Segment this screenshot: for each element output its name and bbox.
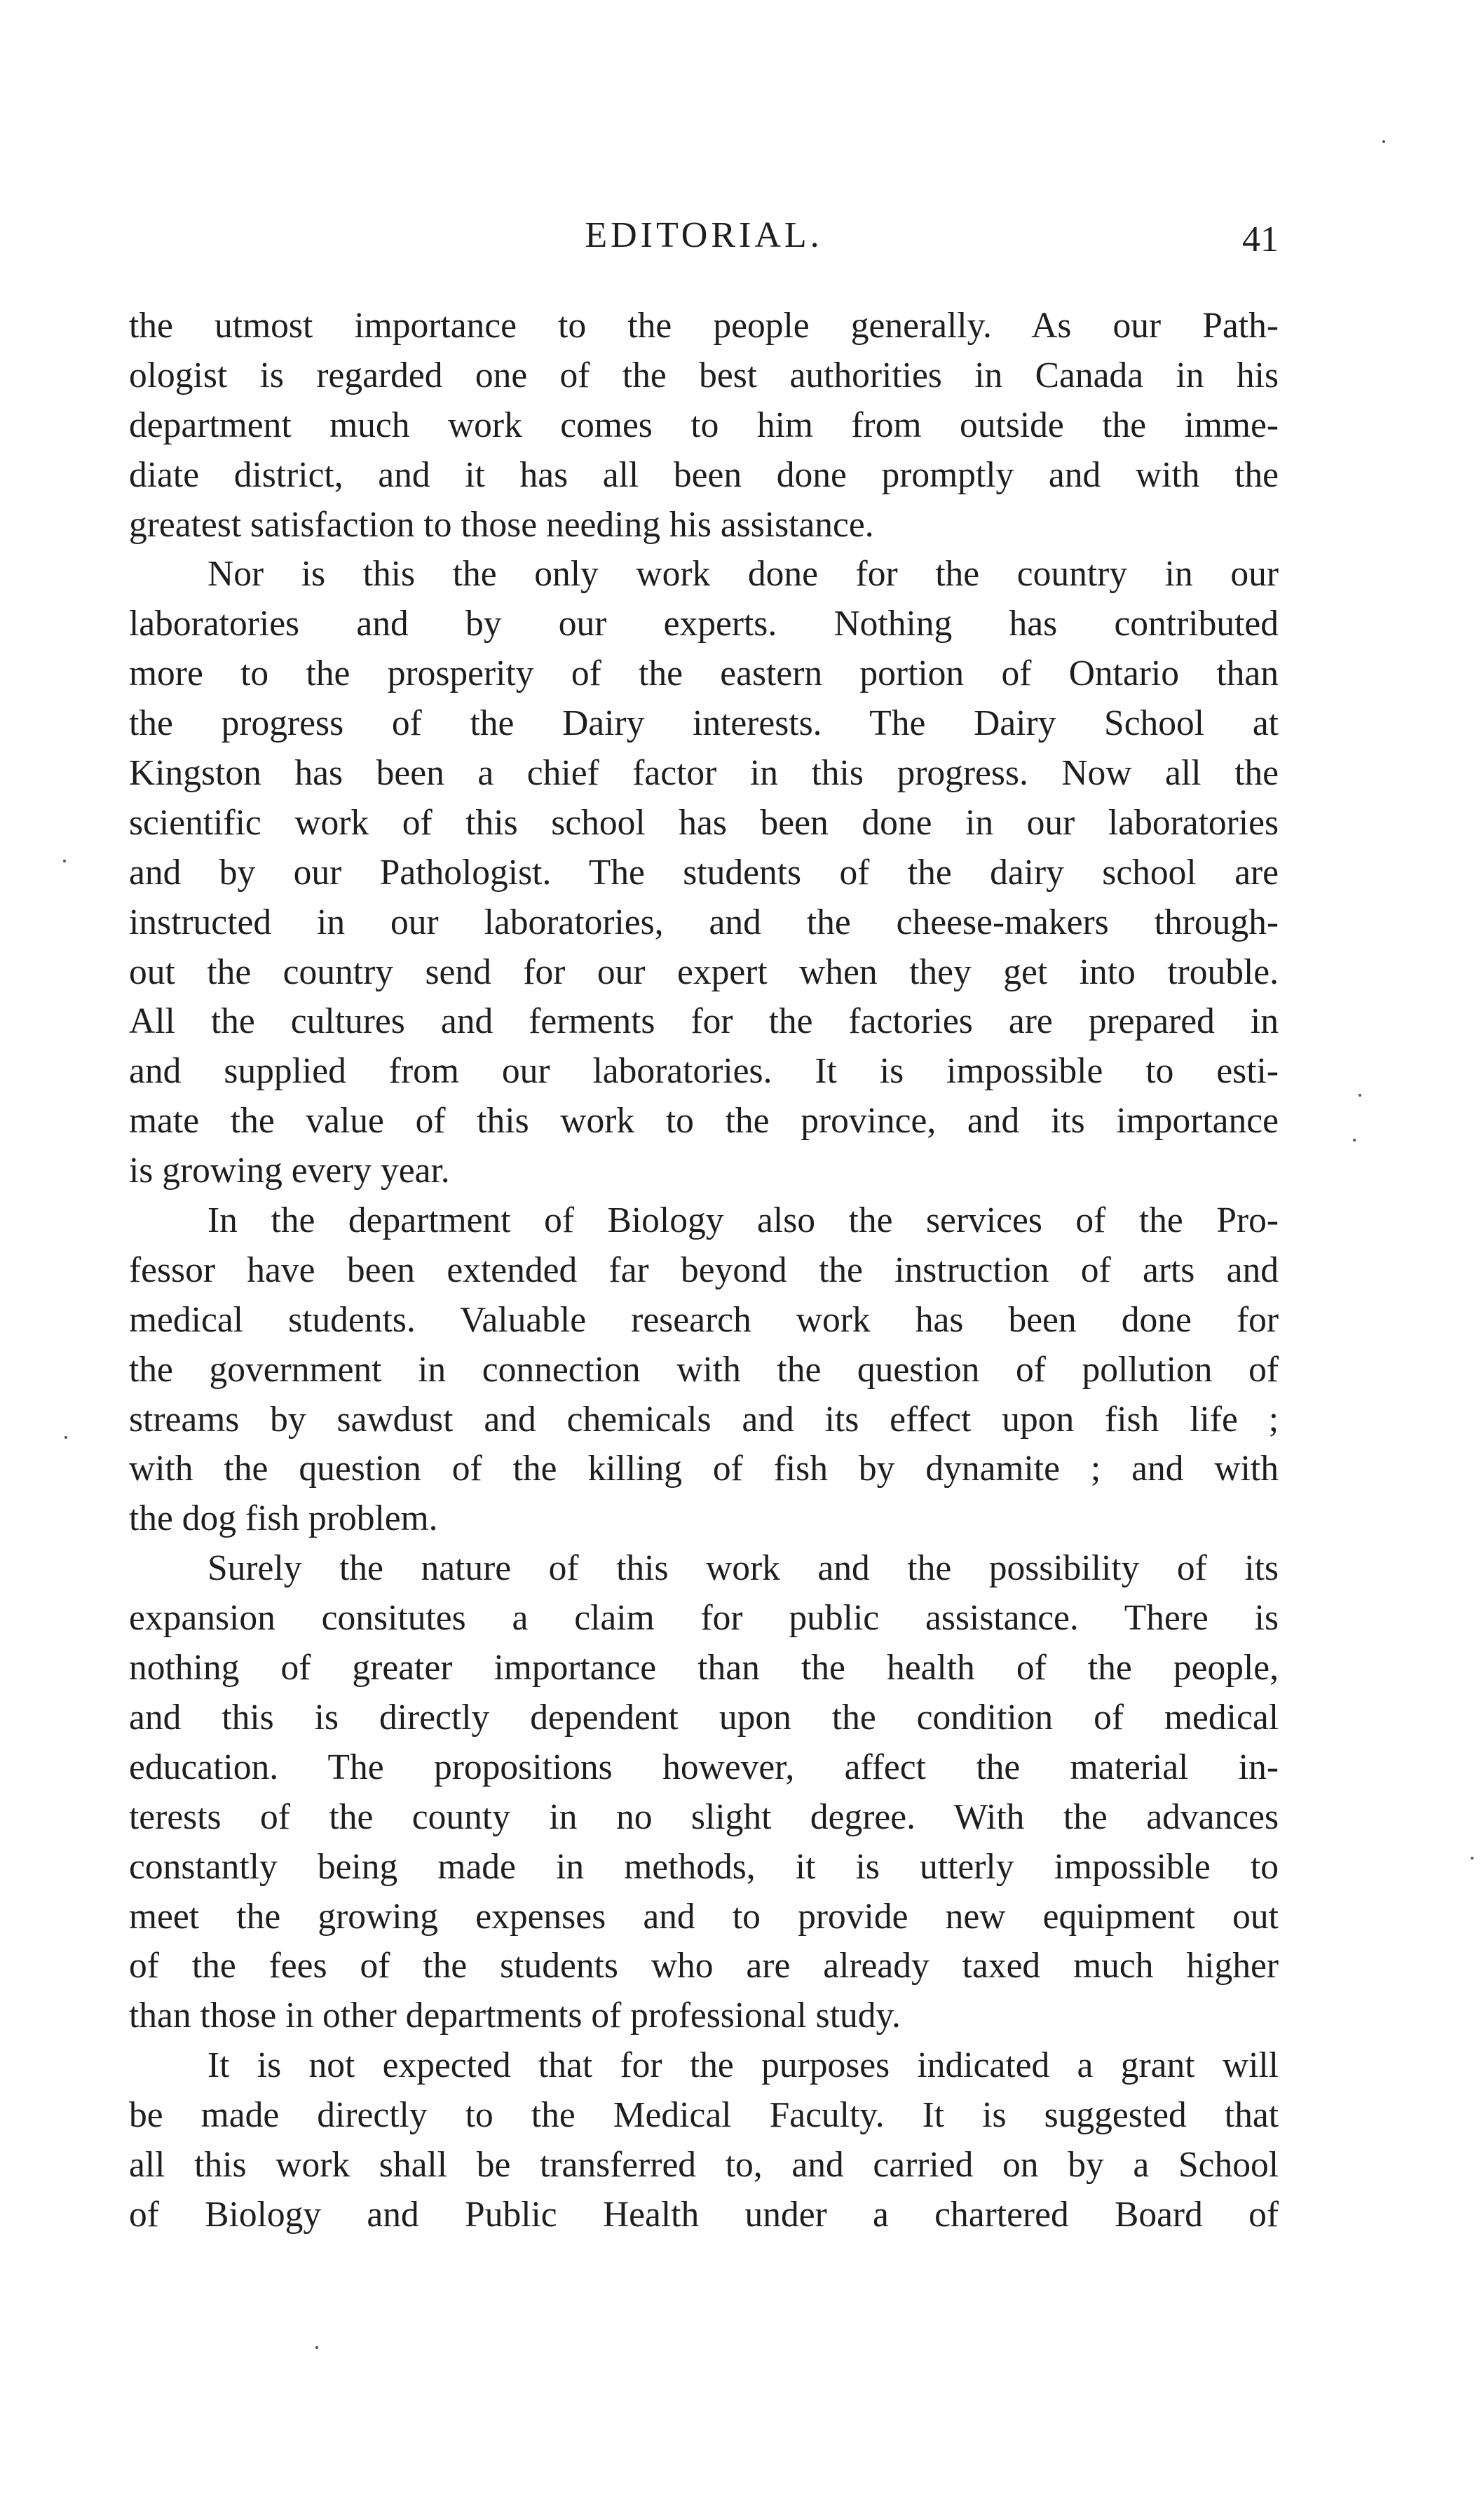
text-line: and by our Pathologist. The students of the dairy school are (129, 852, 1279, 893)
text-line: Surely the nature of this work and the possibility of its (207, 1548, 1279, 1589)
text-line: In the department of Biology also the services of the Pro- (207, 1200, 1279, 1241)
paragraph (129, 1544, 1279, 2041)
text-line: the utmost importance to the people generally. As our Path- (129, 306, 1279, 346)
text-line: the government in connection with the question of pollution of (129, 1349, 1279, 1390)
scan-speck (315, 2346, 318, 2349)
text-line: fessor have been extended far beyond the instruction of arts and (129, 1249, 1279, 1290)
text-line: of Biology and Public Health under a chartered Board of (129, 2194, 1279, 2235)
page-number: 41 (1242, 219, 1279, 259)
text-line: more to the prosperity of the eastern portion of Ontario than (129, 653, 1279, 694)
paragraph (129, 550, 1279, 1196)
scan-speck (64, 1436, 67, 1439)
scan-speck (1471, 1857, 1473, 1860)
scan-speck (1382, 140, 1385, 143)
scan-speck (1353, 1139, 1356, 1142)
text-line: It is not expected that for the purposes indicated a grant will (207, 2045, 1279, 2086)
text-line: laboratories and by our experts. Nothing has contributed (129, 604, 1279, 644)
scan-speck (63, 860, 66, 862)
text-line: greatest satisfaction to those needing his assistance. (129, 504, 874, 545)
text-line: with the question of the killing of fish by dynamite ; and with (129, 1449, 1279, 1489)
text-line: All the cultures and ferments for the factories are prepared in (129, 1001, 1279, 1042)
text-line: meet the growing expenses and to provide new equipment out (129, 1896, 1279, 1937)
body-text (129, 302, 1279, 2240)
text-line: be made directly to the Medical Faculty. It is suggested that (129, 2095, 1279, 2136)
text-line: department much work comes to him from outside the imme- (129, 405, 1279, 445)
text-line: medical students. Valuable research work has been done for (129, 1299, 1279, 1340)
text-line: scientific work of this school has been done in our laboratories (129, 802, 1279, 843)
text-line: out the country send for our expert when they get into trouble. (129, 951, 1279, 992)
text-line: nothing of greater importance than the health of the people, (129, 1648, 1279, 1688)
text-line: ologist is regarded one of the best authorities in Canada in his (129, 355, 1279, 395)
text-line: is growing every year. (129, 1151, 450, 1191)
text-line: and supplied from our laboratories. It is impossible to esti- (129, 1051, 1279, 1092)
text-line: the dog fish problem. (129, 1498, 438, 1539)
text-line: of the fees of the students who are already taxed much higher (129, 1946, 1279, 1986)
running-head (129, 208, 1279, 264)
text-line: streams by sawdust and chemicals and its effect upon fish life ; (129, 1399, 1279, 1440)
text-line: Kingston has been a chief factor in this progress. Now all the (129, 753, 1279, 794)
scan-speck (1359, 1094, 1361, 1097)
text-line: all this work shall be transferred to, and carried on by a School (129, 2144, 1279, 2185)
paragraph (129, 2041, 1279, 2240)
text-line: education. The propositions however, affect the material in- (129, 1747, 1279, 1787)
text-line: mate the value of this work to the province, and its importance (129, 1101, 1279, 1142)
text-line: diate district, and it has all been done promptly and with the (129, 454, 1279, 495)
paragraph (129, 1196, 1279, 1544)
text-line: than those in other departments of professional study. (129, 1996, 901, 2036)
text-line: constantly being made in methods, it is utterly impossible to (129, 1846, 1279, 1887)
text-line: terests of the county in no slight degree. With the advances (129, 1796, 1279, 1837)
text-line: Nor is this the only work done for the country in our (207, 554, 1279, 595)
paragraph (129, 302, 1279, 550)
text-line: expansion consitutes a claim for public assistance. There is (129, 1598, 1279, 1639)
text-line: and this is directly dependent upon the condition of medical (129, 1697, 1279, 1738)
text-line: the progress of the Dairy interests. The Dairy School at (129, 703, 1279, 744)
text-line: instructed in our laboratories, and the cheese-makers through- (129, 902, 1279, 942)
running-title: EDITORIAL. (585, 215, 823, 255)
